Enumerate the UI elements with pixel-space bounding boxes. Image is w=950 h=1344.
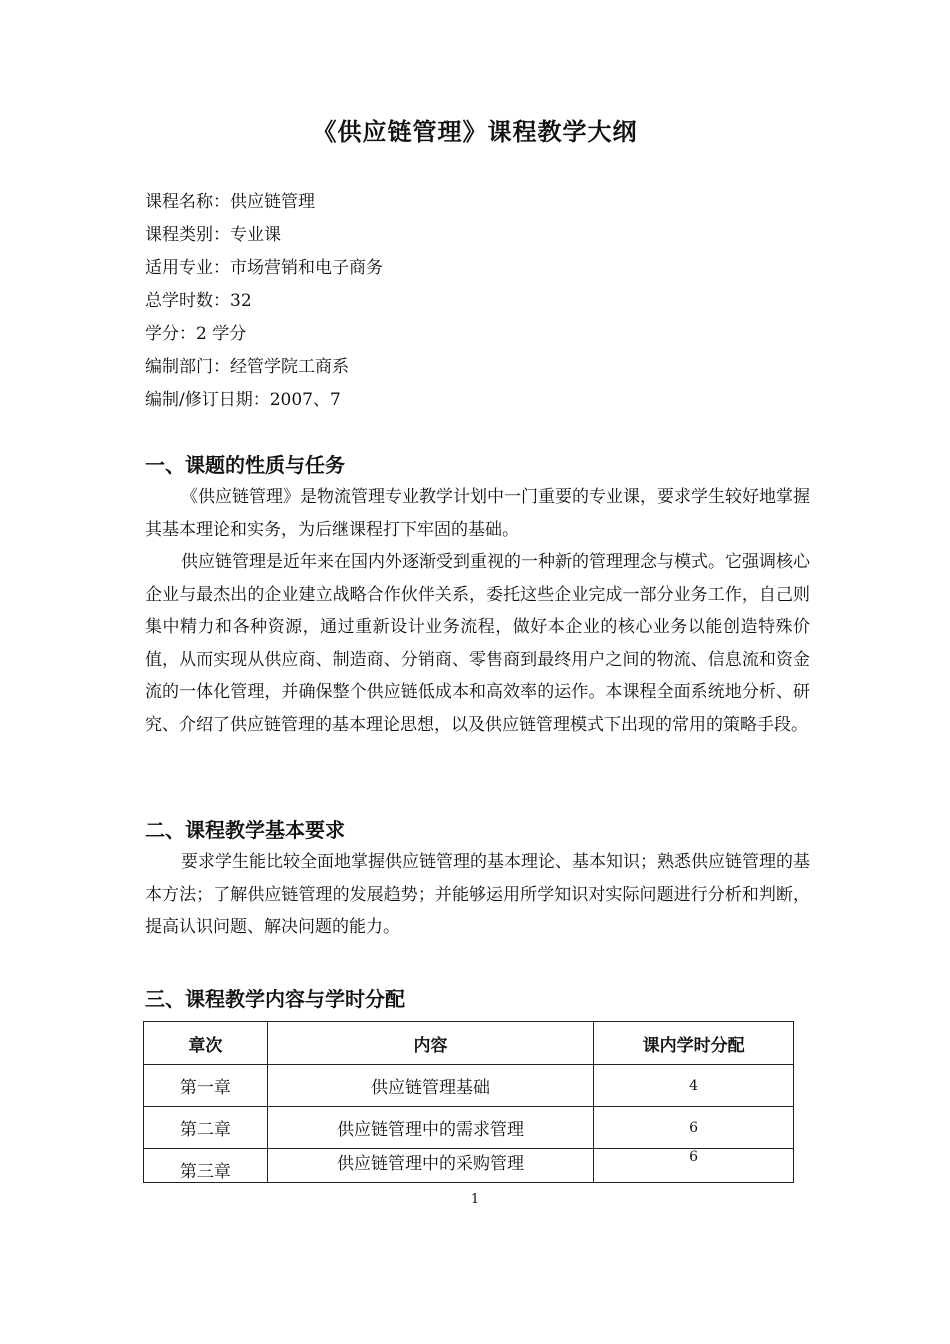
page-number: 1 bbox=[470, 1192, 480, 1207]
header-chapter: 章次 bbox=[144, 1022, 268, 1065]
section-2-paragraph-1: 要求学生能比较全面地掌握供应链管理的基本理论、基本知识；熟悉供应链管理的基本方法；了解供应链管理的发展趋势；并能够运用所学知识对实际问题进行分析和判断，提高认识问题、解决问题的能力。 bbox=[145, 852, 810, 937]
section-heading-1: 一、课题的性质与任务 bbox=[145, 453, 345, 477]
course-info bbox=[145, 186, 383, 417]
header-hours: 课内学时分配 bbox=[594, 1022, 794, 1065]
header-content: 内容 bbox=[267, 1022, 593, 1065]
total-hours: 总学时数：32 bbox=[145, 291, 252, 311]
section-heading-2: 二、课程教学基本要求 bbox=[145, 818, 345, 842]
table-row bbox=[144, 1149, 794, 1183]
department: 编制部门：经管学院工商系 bbox=[145, 357, 349, 377]
course-category: 课程类别：专业课 bbox=[145, 225, 281, 245]
hours-cell: 6 bbox=[594, 1107, 794, 1149]
table-row bbox=[144, 1065, 794, 1107]
content-cell: 供应链管理中的采购管理 bbox=[267, 1149, 593, 1183]
chapter-cell: 第一章 bbox=[144, 1065, 268, 1107]
course-name: 课程名称：供应链管理 bbox=[145, 192, 315, 212]
table-header-row bbox=[144, 1022, 794, 1065]
chapter-cell: 第二章 bbox=[144, 1107, 268, 1149]
credits: 学分：2 学分 bbox=[145, 324, 247, 344]
document-title: 《供应链管理》课程教学大纲 bbox=[312, 118, 638, 146]
applicable-major: 适用专业：市场营销和电子商务 bbox=[145, 258, 383, 278]
section-heading-3: 三、课程教学内容与学时分配 bbox=[145, 987, 405, 1011]
content-cell: 供应链管理中的需求管理 bbox=[267, 1107, 593, 1149]
revision-date: 编制/修订日期：2007、7 bbox=[145, 390, 341, 410]
hours-cell: 4 bbox=[594, 1065, 794, 1107]
chapter-cell: 第三章 bbox=[144, 1149, 268, 1183]
section-1-paragraph-2: 供应链管理是近年来在国内外逐渐受到重视的一种新的管理理念与模式。它强调核心企业与最杰出的企业建立战略合作伙伴关系，委托这些企业完成一部分业务工作，自己则集中精力和各种资源，通过重新设计业务流程，做好本企业的核心业务以能创造特殊价值，从而实现从供应商、制造商、分销商、零售商到最终用户之间的物流、信息流和资金流的一体化管理，并确保整个供应链低成本和高效率的运作。本课程全面系统地分析、研究、介绍了供应链管理的基本理论思想，以及供应链管理模式下出现的常用的策略手段。 bbox=[145, 552, 810, 735]
hours-allocation-table bbox=[143, 1021, 794, 1183]
section-1-paragraph-1: 《供应链管理》是物流管理专业教学计划中一门重要的专业课，要求学生较好地掌握其基本理论和实务，为后继课程打下牢固的基础。 bbox=[145, 487, 810, 540]
hours-cell: 6 bbox=[594, 1149, 794, 1183]
content-cell: 供应链管理基础 bbox=[267, 1065, 593, 1107]
table-row bbox=[144, 1107, 794, 1149]
